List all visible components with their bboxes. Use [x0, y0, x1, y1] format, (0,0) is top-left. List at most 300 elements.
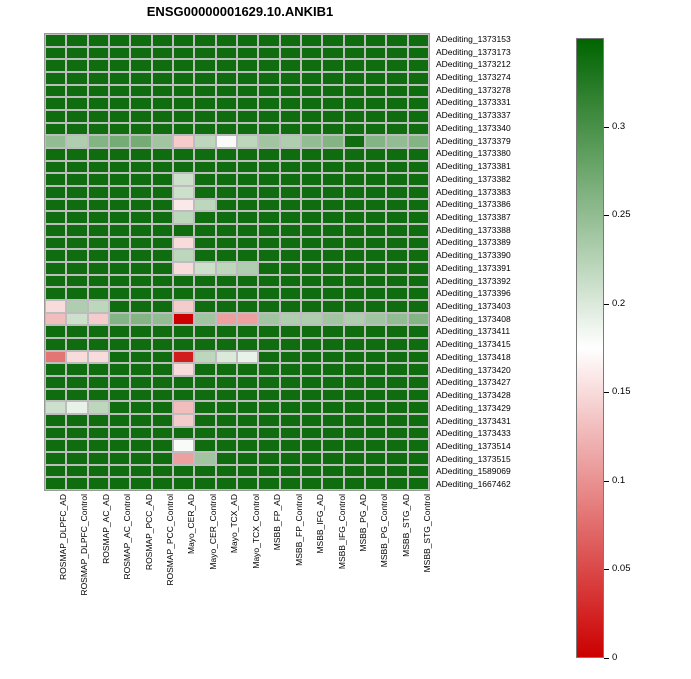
heatmap-cell — [173, 414, 194, 427]
heatmap-cell — [109, 85, 130, 98]
heatmap-cell — [258, 34, 279, 47]
heatmap-cell — [365, 376, 386, 389]
heatmap-cell — [322, 211, 343, 224]
heatmap-cell — [216, 123, 237, 136]
heatmap-cell — [152, 300, 173, 313]
heatmap-cell — [216, 338, 237, 351]
heatmap-cell — [258, 72, 279, 85]
heatmap-cell — [344, 186, 365, 199]
heatmap-cell — [365, 97, 386, 110]
heatmap-row-label: ADediting_1373392 — [436, 275, 511, 286]
heatmap-column-label: Mayo_TCX_Control — [250, 494, 261, 569]
heatmap-cell — [365, 123, 386, 136]
heatmap-cell — [194, 427, 215, 440]
heatmap-cell — [109, 477, 130, 490]
heatmap-cell — [66, 389, 87, 402]
heatmap-row-label: ADediting_1373383 — [436, 186, 511, 197]
heatmap-cell — [173, 59, 194, 72]
legend-tick — [604, 304, 609, 305]
heatmap-cell — [216, 275, 237, 288]
heatmap-cell — [88, 85, 109, 98]
heatmap-cell — [258, 287, 279, 300]
heatmap-cell — [66, 401, 87, 414]
heatmap-cell — [237, 186, 258, 199]
heatmap-cell — [322, 237, 343, 250]
heatmap-cell — [130, 97, 151, 110]
heatmap-column-label: MSBB_FP_AD — [272, 494, 283, 551]
heatmap-cell — [130, 199, 151, 212]
heatmap-cell — [365, 439, 386, 452]
heatmap-cell — [173, 363, 194, 376]
heatmap-cell — [386, 287, 407, 300]
heatmap-cell — [408, 34, 429, 47]
heatmap-row-label: ADediting_1373420 — [436, 364, 511, 375]
heatmap-cell — [88, 110, 109, 123]
heatmap-cell — [194, 325, 215, 338]
heatmap-cell — [237, 313, 258, 326]
heatmap-cell — [88, 161, 109, 174]
heatmap-cell — [130, 224, 151, 237]
heatmap-cell — [258, 110, 279, 123]
heatmap-cell — [152, 59, 173, 72]
heatmap-cell — [301, 389, 322, 402]
heatmap-cell — [280, 427, 301, 440]
heatmap-cell — [322, 338, 343, 351]
heatmap-cell — [66, 72, 87, 85]
heatmap-cell — [45, 186, 66, 199]
heatmap-cell — [237, 47, 258, 60]
heatmap-cell — [258, 300, 279, 313]
heatmap-cell — [365, 465, 386, 478]
heatmap-cell — [216, 313, 237, 326]
heatmap-plot — [44, 33, 430, 491]
heatmap-cell — [322, 452, 343, 465]
heatmap-cell — [88, 389, 109, 402]
heatmap-cell — [344, 363, 365, 376]
heatmap-cell — [152, 363, 173, 376]
heatmap-cell — [258, 135, 279, 148]
heatmap-cell — [258, 325, 279, 338]
heatmap-cell — [45, 161, 66, 174]
heatmap-cell — [280, 389, 301, 402]
heatmap-cell — [280, 338, 301, 351]
heatmap-cell — [194, 97, 215, 110]
heatmap-column-label: MSBB_IFG_AD — [315, 494, 326, 554]
heatmap-cell — [152, 148, 173, 161]
heatmap-cell — [173, 110, 194, 123]
heatmap-cell — [88, 275, 109, 288]
heatmap-cell — [408, 275, 429, 288]
heatmap-cell — [280, 97, 301, 110]
heatmap-cell — [173, 477, 194, 490]
heatmap-cell — [152, 325, 173, 338]
heatmap-cell — [194, 199, 215, 212]
heatmap-cell — [258, 477, 279, 490]
heatmap-cell — [216, 59, 237, 72]
heatmap-cell — [109, 313, 130, 326]
legend-tick — [604, 569, 609, 570]
heatmap-cell — [152, 237, 173, 250]
heatmap-cell — [258, 186, 279, 199]
heatmap-cell — [301, 224, 322, 237]
heatmap-cell — [280, 325, 301, 338]
heatmap-cell — [301, 477, 322, 490]
heatmap-cell — [365, 427, 386, 440]
heatmap-cell — [109, 325, 130, 338]
heatmap-column-label: ROSMAP_DLPFC_Control — [79, 494, 90, 596]
heatmap-cell — [280, 59, 301, 72]
heatmap-cell — [66, 477, 87, 490]
heatmap-cell — [258, 275, 279, 288]
heatmap-cell — [173, 325, 194, 338]
heatmap-cell — [173, 465, 194, 478]
heatmap-cell — [109, 439, 130, 452]
heatmap-cell — [237, 262, 258, 275]
heatmap-cell — [365, 237, 386, 250]
heatmap-cell — [109, 287, 130, 300]
heatmap-cell — [280, 211, 301, 224]
heatmap-cell — [344, 85, 365, 98]
heatmap-cell — [322, 97, 343, 110]
heatmap-cell — [173, 287, 194, 300]
heatmap-cell — [109, 161, 130, 174]
heatmap-cell — [45, 237, 66, 250]
heatmap-cell — [237, 173, 258, 186]
heatmap-cell — [408, 439, 429, 452]
heatmap-cell — [386, 161, 407, 174]
heatmap-cell — [45, 72, 66, 85]
heatmap-cell — [344, 351, 365, 364]
heatmap-cell — [301, 211, 322, 224]
heatmap-cell — [130, 161, 151, 174]
heatmap-cell — [344, 452, 365, 465]
heatmap-cell — [88, 186, 109, 199]
heatmap-cell — [216, 237, 237, 250]
heatmap-cell — [322, 123, 343, 136]
heatmap-cell — [109, 414, 130, 427]
heatmap-cell — [194, 363, 215, 376]
heatmap-cell — [365, 148, 386, 161]
heatmap-cell — [386, 47, 407, 60]
heatmap-cell — [66, 85, 87, 98]
heatmap-cell — [88, 262, 109, 275]
heatmap-cell — [216, 186, 237, 199]
heatmap-cell — [237, 148, 258, 161]
heatmap-cell — [88, 224, 109, 237]
heatmap-cell — [408, 173, 429, 186]
heatmap-cell — [216, 199, 237, 212]
heatmap-cell — [88, 313, 109, 326]
heatmap-cell — [88, 376, 109, 389]
heatmap-cell — [365, 110, 386, 123]
heatmap-cell — [45, 465, 66, 478]
heatmap-cell — [344, 389, 365, 402]
heatmap-cell — [88, 47, 109, 60]
heatmap-cell — [109, 237, 130, 250]
heatmap-cell — [66, 287, 87, 300]
heatmap-cell — [386, 300, 407, 313]
heatmap-column-label: MSBB_STG_AD — [400, 494, 411, 557]
heatmap-cell — [365, 85, 386, 98]
heatmap-cell — [386, 85, 407, 98]
heatmap-cell — [386, 427, 407, 440]
heatmap-cell — [173, 249, 194, 262]
heatmap-cell — [45, 34, 66, 47]
heatmap-cell — [45, 47, 66, 60]
heatmap-cell — [237, 97, 258, 110]
heatmap-cell — [130, 287, 151, 300]
heatmap-cell — [344, 325, 365, 338]
heatmap-cell — [45, 325, 66, 338]
heatmap-cell — [386, 389, 407, 402]
heatmap-cell — [109, 148, 130, 161]
heatmap-cell — [258, 224, 279, 237]
heatmap-cell — [386, 97, 407, 110]
heatmap-cell — [280, 123, 301, 136]
heatmap-cell — [365, 325, 386, 338]
heatmap-cell — [386, 199, 407, 212]
heatmap-cell — [109, 389, 130, 402]
heatmap-cell — [237, 72, 258, 85]
heatmap-cell — [301, 401, 322, 414]
heatmap-cell — [301, 249, 322, 262]
heatmap-cell — [365, 275, 386, 288]
heatmap-cell — [280, 439, 301, 452]
heatmap-cell — [386, 211, 407, 224]
heatmap-cell — [109, 249, 130, 262]
heatmap-cell — [88, 465, 109, 478]
heatmap-cell — [194, 376, 215, 389]
legend-tick-label: 0 — [612, 652, 618, 663]
heatmap-cell — [344, 47, 365, 60]
heatmap-cell — [173, 211, 194, 224]
heatmap-cell — [194, 414, 215, 427]
heatmap-cell — [344, 477, 365, 490]
heatmap-cell — [152, 161, 173, 174]
heatmap-cell — [216, 427, 237, 440]
heatmap-cell — [344, 161, 365, 174]
heatmap-cell — [109, 135, 130, 148]
heatmap-cell — [194, 477, 215, 490]
heatmap-cell — [258, 351, 279, 364]
heatmap-row-label: ADediting_1589069 — [436, 466, 511, 477]
heatmap-cell — [344, 338, 365, 351]
heatmap-cell — [45, 389, 66, 402]
heatmap-cell — [365, 351, 386, 364]
heatmap-cell — [109, 452, 130, 465]
heatmap-cell — [194, 224, 215, 237]
heatmap-row-label: ADediting_1373411 — [436, 326, 511, 337]
heatmap-cell — [280, 34, 301, 47]
heatmap-cell — [408, 313, 429, 326]
heatmap-cell — [237, 199, 258, 212]
heatmap-cell — [194, 72, 215, 85]
heatmap-cell — [152, 186, 173, 199]
heatmap-cell — [152, 72, 173, 85]
heatmap-cell — [280, 186, 301, 199]
heatmap-cell — [386, 275, 407, 288]
heatmap-cell — [301, 85, 322, 98]
heatmap-row-label: ADediting_1373380 — [436, 148, 511, 159]
legend-tick-label: 0.2 — [612, 297, 626, 309]
heatmap-cell — [258, 148, 279, 161]
heatmap-cell — [280, 363, 301, 376]
heatmap-row-label: ADediting_1373212 — [436, 59, 511, 70]
heatmap-cell — [322, 389, 343, 402]
heatmap-cell — [301, 135, 322, 148]
heatmap-cell — [344, 287, 365, 300]
heatmap-cell — [365, 414, 386, 427]
heatmap-cell — [322, 465, 343, 478]
heatmap-cell — [258, 338, 279, 351]
heatmap-cell — [301, 199, 322, 212]
heatmap-cell — [173, 123, 194, 136]
heatmap-cell — [237, 59, 258, 72]
heatmap-cell — [237, 224, 258, 237]
heatmap-cell — [344, 199, 365, 212]
heatmap-cell — [88, 325, 109, 338]
heatmap-cell — [386, 313, 407, 326]
heatmap-cell — [237, 477, 258, 490]
heatmap-cell — [194, 249, 215, 262]
heatmap-cell — [130, 85, 151, 98]
heatmap-cell — [130, 477, 151, 490]
heatmap-row-label: ADediting_1373429 — [436, 402, 511, 413]
heatmap-cell — [66, 110, 87, 123]
heatmap-cell — [322, 363, 343, 376]
heatmap-cell — [66, 123, 87, 136]
heatmap-cell — [258, 173, 279, 186]
heatmap-cell — [301, 376, 322, 389]
heatmap-cell — [386, 401, 407, 414]
heatmap-cell — [194, 465, 215, 478]
heatmap-cell — [45, 351, 66, 364]
heatmap-cell — [45, 313, 66, 326]
heatmap-cell — [109, 72, 130, 85]
heatmap-cell — [152, 376, 173, 389]
heatmap-cell — [66, 186, 87, 199]
heatmap-cell — [322, 135, 343, 148]
heatmap-cell — [216, 97, 237, 110]
heatmap-cell — [130, 439, 151, 452]
legend-tick-label: 0.3 — [612, 120, 626, 132]
heatmap-row-label: ADediting_1667462 — [436, 479, 511, 490]
heatmap-cell — [365, 72, 386, 85]
heatmap-cell — [216, 363, 237, 376]
heatmap-cell — [194, 85, 215, 98]
heatmap-cell — [280, 376, 301, 389]
heatmap-cell — [280, 401, 301, 414]
heatmap-cell — [109, 186, 130, 199]
heatmap-cell — [109, 199, 130, 212]
heatmap-cell — [301, 34, 322, 47]
heatmap-cell — [66, 300, 87, 313]
heatmap-cell — [386, 135, 407, 148]
heatmap-cell — [408, 211, 429, 224]
heatmap-cell — [130, 249, 151, 262]
heatmap-cell — [66, 325, 87, 338]
heatmap-cell — [88, 439, 109, 452]
heatmap-cell — [365, 211, 386, 224]
heatmap-cell — [45, 211, 66, 224]
heatmap-cell — [408, 237, 429, 250]
heatmap-cell — [258, 97, 279, 110]
heatmap-cell — [408, 72, 429, 85]
heatmap-cell — [258, 47, 279, 60]
heatmap-cell — [152, 249, 173, 262]
heatmap-cell — [280, 135, 301, 148]
heatmap-cell — [344, 59, 365, 72]
heatmap-cell — [322, 59, 343, 72]
heatmap-cell — [88, 59, 109, 72]
heatmap-cell — [194, 47, 215, 60]
heatmap-cell — [280, 452, 301, 465]
heatmap-cell — [386, 414, 407, 427]
heatmap-cell — [152, 262, 173, 275]
heatmap-cell — [66, 59, 87, 72]
heatmap-cell — [322, 199, 343, 212]
heatmap-cell — [322, 414, 343, 427]
heatmap-cell — [66, 427, 87, 440]
heatmap-cell — [45, 287, 66, 300]
heatmap-cell — [322, 287, 343, 300]
heatmap-cell — [386, 325, 407, 338]
heatmap-cell — [216, 401, 237, 414]
heatmap-cell — [280, 85, 301, 98]
heatmap-cell — [152, 199, 173, 212]
heatmap-row-label: ADediting_1373433 — [436, 428, 511, 439]
heatmap-cell — [408, 186, 429, 199]
heatmap-cell — [344, 465, 365, 478]
heatmap-row-label: ADediting_1373427 — [436, 377, 511, 388]
heatmap-column-label: ROSMAP_PCC_AD — [143, 494, 154, 571]
heatmap-cell — [152, 85, 173, 98]
heatmap-cell — [109, 262, 130, 275]
heatmap-cell — [301, 72, 322, 85]
heatmap-cell — [301, 363, 322, 376]
heatmap-cell — [66, 148, 87, 161]
heatmap-cell — [322, 262, 343, 275]
heatmap-cell — [152, 211, 173, 224]
heatmap-cell — [322, 439, 343, 452]
heatmap-cell — [130, 59, 151, 72]
legend-tick-label: 0.25 — [612, 209, 631, 221]
heatmap-cell — [280, 465, 301, 478]
heatmap-cell — [408, 199, 429, 212]
heatmap-cell — [152, 414, 173, 427]
heatmap-cell — [216, 477, 237, 490]
heatmap-cell — [237, 465, 258, 478]
heatmap-cell — [301, 237, 322, 250]
heatmap-cell — [88, 173, 109, 186]
heatmap-cell — [365, 161, 386, 174]
heatmap-cell — [194, 237, 215, 250]
heatmap-cell — [344, 439, 365, 452]
heatmap-cell — [109, 465, 130, 478]
heatmap-cell — [344, 401, 365, 414]
heatmap-cell — [301, 287, 322, 300]
heatmap-cell — [386, 477, 407, 490]
heatmap-cell — [45, 477, 66, 490]
heatmap-cell — [45, 439, 66, 452]
heatmap-cell — [386, 363, 407, 376]
heatmap-cell — [45, 173, 66, 186]
heatmap-cell — [66, 376, 87, 389]
heatmap-cell — [344, 300, 365, 313]
heatmap-cell — [408, 325, 429, 338]
heatmap-cell — [88, 351, 109, 364]
heatmap-cell — [194, 338, 215, 351]
